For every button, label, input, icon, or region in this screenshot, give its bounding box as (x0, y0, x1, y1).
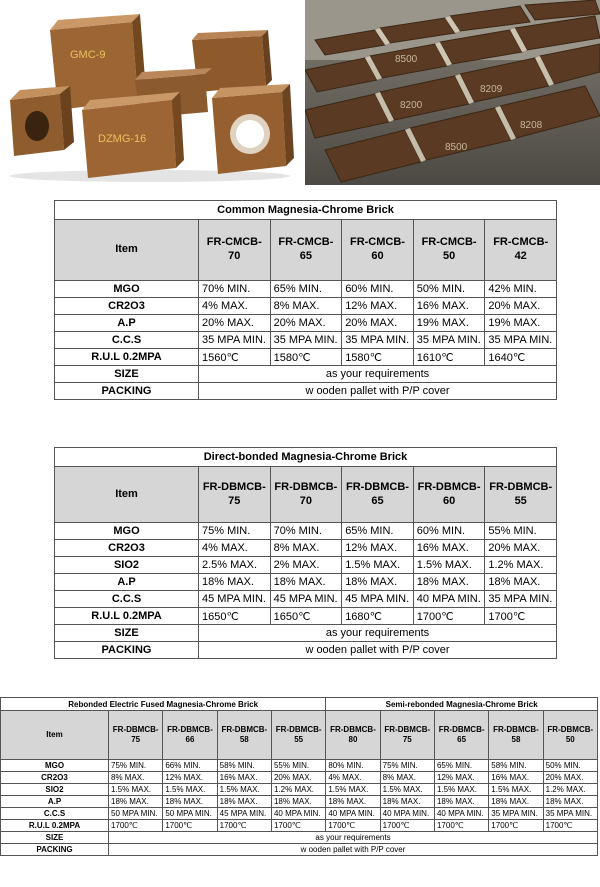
pallet-code-3: 8209 (480, 84, 503, 95)
cell: 58% MIN. (489, 760, 543, 772)
cell: 1.5% MAX. (326, 784, 380, 796)
cell: 18% MAX. (380, 796, 434, 808)
pallet-code-2: 8200 (400, 100, 423, 111)
column-header: FR-DBMCB- 70 (270, 467, 342, 523)
row-label: PACKING (1, 844, 109, 856)
cell: 42% MIN. (485, 281, 557, 298)
table-row (55, 366, 557, 383)
cell: 35 MPA MIN. (413, 332, 485, 349)
cell: 50 MPA MIN. (109, 808, 163, 820)
row-label: SIO2 (1, 784, 109, 796)
cell: 55% MIN. (271, 760, 325, 772)
cell: 35 MPA MIN. (543, 808, 597, 820)
cell: 18% MAX. (342, 574, 414, 591)
column-header: FR-DBMCB- 50 (543, 711, 597, 760)
packing-value: w ooden pallet with P/P cover (199, 383, 557, 400)
cell: 16% MAX. (489, 772, 543, 784)
cell: 40 MPA MIN. (434, 808, 488, 820)
cell: 18% MAX. (326, 796, 380, 808)
cell: 1.5% MAX. (413, 557, 485, 574)
table-title: Direct-bonded Magnesia-Chrome Brick (55, 448, 557, 467)
cell: 18% MAX. (489, 796, 543, 808)
pallet-code-5: 8208 (520, 120, 543, 131)
cell: 70% MIN. (199, 281, 271, 298)
cell: 20% MAX. (270, 315, 342, 332)
cell: 1.5% MAX. (217, 784, 271, 796)
cell: 18% MAX. (271, 796, 325, 808)
table-row (55, 281, 557, 298)
cell: 2% MAX. (270, 557, 342, 574)
column-header: FR-CMCB-60 (342, 220, 414, 281)
table-row (1, 844, 598, 856)
cell: 58% MIN. (217, 760, 271, 772)
table-row (1, 784, 598, 796)
cell: 1650℃ (270, 608, 342, 625)
brick-photo-right (305, 0, 600, 185)
table-row (1, 832, 598, 844)
table-row (55, 349, 557, 366)
cell: 1.5% MAX. (434, 784, 488, 796)
cell: 18% MAX. (163, 796, 217, 808)
cell: 80% MIN. (326, 760, 380, 772)
table-title-rebonded: Rebonded Electric Fused Magnesia-Chrome Brick (1, 698, 326, 711)
column-header: FR-CMCB-65 (270, 220, 342, 281)
cell: 8% MAX. (380, 772, 434, 784)
column-header: FR-DBMCB- 55 (485, 467, 557, 523)
packing-value: w ooden pallet with P/P cover (199, 642, 557, 659)
cell: 65% MIN. (434, 760, 488, 772)
cell: 40 MPA MIN. (380, 808, 434, 820)
cell: 35 MPA MIN. (489, 808, 543, 820)
cell: 1700℃ (413, 608, 485, 625)
row-label: MGO (55, 523, 199, 540)
pallet-code-1: 8500 (395, 54, 418, 65)
cell: 20% MAX. (485, 540, 557, 557)
cell: 50% MIN. (413, 281, 485, 298)
cell: 1700℃ (434, 820, 488, 832)
cell: 16% MAX. (413, 298, 485, 315)
cell: 55% MIN. (485, 523, 557, 540)
cell: 75% MIN. (380, 760, 434, 772)
table-row (55, 383, 557, 400)
cell: 60% MIN. (342, 281, 414, 298)
cell: 45 MPA MIN. (199, 591, 271, 608)
cell: 4% MAX. (199, 298, 271, 315)
cell: 1580℃ (342, 349, 414, 366)
cell: 20% MAX. (485, 298, 557, 315)
row-label: CR2O3 (55, 298, 199, 315)
column-header: FR-DBMCB- 58 (217, 711, 271, 760)
cell: 20% MAX. (271, 772, 325, 784)
size-value: as your requirements (199, 366, 557, 383)
row-label: SIZE (1, 832, 109, 844)
brick-label-gmc: GMC-9 (70, 49, 106, 61)
cell: 8% MAX. (270, 298, 342, 315)
cell: 1.5% MAX. (163, 784, 217, 796)
table-row (55, 540, 557, 557)
cell: 1680℃ (342, 608, 414, 625)
table-row (1, 808, 598, 820)
cell: 40 MPA MIN. (271, 808, 325, 820)
cell: 1.5% MAX. (109, 784, 163, 796)
cell: 20% MAX. (199, 315, 271, 332)
table-title: Common Magnesia-Chrome Brick (55, 201, 557, 220)
row-label: A.P (55, 315, 199, 332)
cell: 19% MAX. (485, 315, 557, 332)
cell: 18% MAX. (434, 796, 488, 808)
row-label: PACKING (55, 642, 199, 659)
column-header: FR-DBMCB- 66 (163, 711, 217, 760)
cell: 1.5% MAX. (342, 557, 414, 574)
row-label: A.P (55, 574, 199, 591)
item-header: Item (1, 711, 109, 760)
cell: 18% MAX. (217, 796, 271, 808)
cell: 70% MIN. (270, 523, 342, 540)
row-label: C.C.S (55, 591, 199, 608)
cell: 1640℃ (485, 349, 557, 366)
column-header: FR-DBMCB- 80 (326, 711, 380, 760)
cell: 18% MAX. (543, 796, 597, 808)
cell: 4% MAX. (326, 772, 380, 784)
cell: 12% MAX. (342, 540, 414, 557)
row-label: CR2O3 (1, 772, 109, 784)
cell: 1.2% MAX. (485, 557, 557, 574)
cell: 1580℃ (270, 349, 342, 366)
cell: 60% MIN. (413, 523, 485, 540)
cell: 45 MPA MIN. (270, 591, 342, 608)
row-label: CR2O3 (55, 540, 199, 557)
pallet-illustration (305, 0, 600, 185)
table-row (1, 820, 598, 832)
size-value: as your requirements (199, 625, 557, 642)
table-row (55, 298, 557, 315)
table-row (1, 760, 598, 772)
cell: 35 MPA MIN. (199, 332, 271, 349)
cell: 1.5% MAX. (489, 784, 543, 796)
row-label: R.U.L 0.2MPA (1, 820, 109, 832)
cell: 1.2% MAX. (543, 784, 597, 796)
cell: 1700℃ (217, 820, 271, 832)
table-body (1, 760, 598, 832)
brick-label-dzmg: DZMG-16 (98, 133, 147, 145)
table-row (55, 608, 557, 625)
row-label: R.U.L 0.2MPA (55, 349, 199, 366)
column-header: FR-CMCB-70 (199, 220, 271, 281)
column-header: FR-DBMCB- 75 (109, 711, 163, 760)
cell: 4% MAX. (199, 540, 271, 557)
cell: 45 MPA MIN. (342, 591, 414, 608)
cell: 1610℃ (413, 349, 485, 366)
cell: 1700℃ (489, 820, 543, 832)
table-row (55, 557, 557, 574)
cell: 12% MAX. (342, 298, 414, 315)
cell: 40 MPA MIN. (413, 591, 485, 608)
row-label: SIO2 (55, 557, 199, 574)
cell: 16% MAX. (217, 772, 271, 784)
table-row (55, 315, 557, 332)
cell: 1700℃ (271, 820, 325, 832)
cell: 20% MAX. (342, 315, 414, 332)
cell: 2.5% MAX. (199, 557, 271, 574)
table-row (55, 591, 557, 608)
column-header: FR-DBMCB- 60 (413, 467, 485, 523)
cell: 1.2% MAX. (271, 784, 325, 796)
cell: 18% MAX. (109, 796, 163, 808)
cell: 1650℃ (199, 608, 271, 625)
cell: 8% MAX. (109, 772, 163, 784)
cell: 18% MAX. (199, 574, 271, 591)
cell: 1700℃ (485, 608, 557, 625)
cell: 50 MPA MIN. (163, 808, 217, 820)
cell: 8% MAX. (270, 540, 342, 557)
cell: 12% MAX. (163, 772, 217, 784)
cell: 18% MAX. (413, 574, 485, 591)
row-label: A.P (1, 796, 109, 808)
column-header: FR-DBMCB- 55 (271, 711, 325, 760)
row-label: SIZE (55, 625, 199, 642)
row-label: MGO (55, 281, 199, 298)
column-header: FR-CMCB-50 (413, 220, 485, 281)
cell: 12% MAX. (434, 772, 488, 784)
table-title-semi-rebonded: Semi-rebonded Magnesia-Chrome Brick (326, 698, 598, 711)
table-row (55, 523, 557, 540)
cell: 40 MPA MIN. (326, 808, 380, 820)
column-header: FR-DBMCB- 65 (342, 467, 414, 523)
cell: 35 MPA MIN. (342, 332, 414, 349)
cell: 45 MPA MIN. (217, 808, 271, 820)
cell: 50% MIN. (543, 760, 597, 772)
item-header: Item (55, 467, 199, 523)
row-label: PACKING (55, 383, 199, 400)
cell: 75% MIN. (199, 523, 271, 540)
cell: 16% MAX. (413, 540, 485, 557)
cell: 19% MAX. (413, 315, 485, 332)
cell: 1700℃ (163, 820, 217, 832)
cell: 1560℃ (199, 349, 271, 366)
packing-value: w ooden pallet with P/P cover (109, 844, 598, 856)
table-row (55, 642, 557, 659)
row-label: MGO (1, 760, 109, 772)
cell: 65% MIN. (270, 281, 342, 298)
size-value: as your requirements (109, 832, 598, 844)
row-label: R.U.L 0.2MPA (55, 608, 199, 625)
column-header: FR-CMCB-42 (485, 220, 557, 281)
cell: 1700℃ (326, 820, 380, 832)
cell: 1700℃ (109, 820, 163, 832)
table-row (55, 625, 557, 642)
cell: 1700℃ (380, 820, 434, 832)
cell: 20% MAX. (543, 772, 597, 784)
row-label: SIZE (55, 366, 199, 383)
cell: 35 MPA MIN. (485, 591, 557, 608)
row-label: C.C.S (1, 808, 109, 820)
brick-photo-left (0, 0, 300, 185)
direct-bonded-magnesia-chrome-table (54, 447, 557, 659)
table-row (1, 796, 598, 808)
table-row (55, 574, 557, 591)
row-label: C.C.S (55, 332, 199, 349)
cell: 75% MIN. (109, 760, 163, 772)
brick-illustration (0, 0, 300, 185)
table-row (1, 772, 598, 784)
cell: 35 MPA MIN. (485, 332, 557, 349)
common-magnesia-chrome-table (54, 200, 557, 400)
cell: 65% MIN. (342, 523, 414, 540)
column-header: FR-DBMCB- 58 (489, 711, 543, 760)
cell: 66% MIN. (163, 760, 217, 772)
cell: 1700℃ (543, 820, 597, 832)
column-header: FR-DBMCB- 75 (199, 467, 271, 523)
column-header: FR-DBMCB- 75 (380, 711, 434, 760)
rebonded-semi-rebonded-table (0, 697, 598, 856)
cell: 18% MAX. (270, 574, 342, 591)
cell: 35 MPA MIN. (270, 332, 342, 349)
cell: 1.5% MAX. (380, 784, 434, 796)
cell: 18% MAX. (485, 574, 557, 591)
column-header: FR-DBMCB- 65 (434, 711, 488, 760)
table-row (55, 332, 557, 349)
item-header: Item (55, 220, 199, 281)
pallet-code-4: 8500 (445, 142, 468, 153)
